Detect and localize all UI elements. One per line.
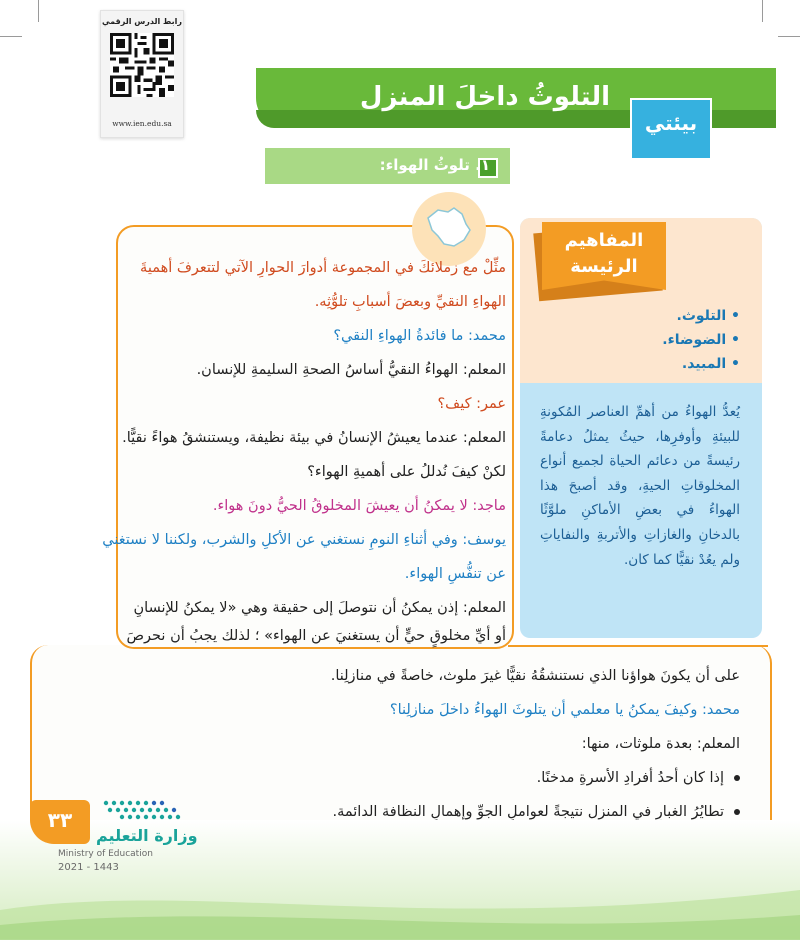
dialogue-line: أو أيِّ مخلوقٍ حيٍّ أن يستغنيَ عن الهواء» ؛ لذلك يجبُ أن نحرصَ: [126, 628, 506, 644]
digital-lesson-qr[interactable]: [100, 10, 184, 138]
dialogue-line: المعلم: بعدة ملوثات، منها:: [581, 736, 740, 752]
unit-tab-label: بيئتي: [644, 111, 698, 135]
bullet-item: تطايُرُ الغبارِ في المنزل نتيجةً لعواملِ الجوِّ وإهمالِ النظافة الدائمة.: [333, 804, 741, 820]
concepts-tag-line2: الرئيسة: [570, 256, 638, 277]
qr-url[interactable]: www.ien.edu.sa: [112, 119, 172, 128]
ministry-name-en: Ministry of Education: [58, 849, 153, 859]
crop-mark: [38, 0, 39, 22]
bullet-icon: [734, 775, 740, 781]
dialogue-line: عن تنفُّسِ الهواء.: [404, 566, 506, 582]
dialogue-line: المعلم: إذن يمكنُ أن نتوصلَ إلى حقيقة وهي «لا يمكنُ للإنسانِ: [133, 600, 506, 616]
subsection-title: ١. تلوثُ الهواء:: [379, 156, 490, 174]
bullet-icon: [734, 809, 740, 815]
qr-code-icon[interactable]: [110, 33, 174, 97]
dialogue-intro: الهواءِ النقيِّ وبعضَ أسبابِ تلوُّثِه.: [314, 294, 506, 310]
dialogue-line: ماجد: لا يمكنُ أن يعيشَ المخلوقُ الحيُّ دونَ هواء.: [212, 498, 506, 514]
lesson-title: التلوثُ داخلَ المنزل: [359, 82, 610, 112]
concept-item: • الضوضاء.: [662, 332, 740, 348]
saudi-map-icon: [420, 200, 476, 256]
dialogue-upper-text: [102, 250, 506, 645]
bullet-item: إذا كان أحدُ أفرادِ الأسرةِ مدخنًا.: [537, 770, 740, 786]
dialogue-intro: مثِّلْ مع زملائكَ في المجموعة أدوارَ الحوارِ الآتي لتتعرفَ أهميةَ: [140, 260, 506, 276]
footer-wave: [0, 880, 800, 940]
dialogue-line: محمد: ما فائدةُ الهواءِ النقي؟: [333, 328, 506, 344]
concept-item: • التلوث.: [676, 308, 740, 324]
dialogue-box-edge: [508, 645, 768, 647]
qr-caption: رابط الدرس الرقمي: [102, 17, 182, 26]
dialogue-line: عمر: كيف؟: [437, 396, 506, 412]
ministry-logo-icon: [98, 795, 186, 825]
concept-item: • المبيد.: [681, 356, 740, 372]
concepts-tag-line1: المفاهيم: [564, 230, 644, 251]
crop-mark: [778, 36, 800, 37]
dialogue-line: لكنْ كيفَ نُدللُ على أهميةِ الهواء؟: [307, 464, 506, 480]
concepts-paragraph: يُعدُّ الهواءُ من أهمِّ العناصر المُكونةِ للبيئةِ وأوفرِها، حيثُ يمثلُ دعامةً رئيسةً من دعائم الحياة لجميع أنواع المخلوقاتِ الحيةِ، وقد أصبحَ هذا الهواءُ في بعضِ الأماكنِ ملوَّثًا بالدخانِ والغازاتِ والأتربةِ والنفاياتِ ولم يعُدْ نقيًّا كما كان.: [540, 404, 740, 568]
dialogue-line: يوسف: وفي أثناءِ النومِ نستغني عن الأكلِ والشرب، ولكننا لا نستغني: [102, 532, 506, 548]
dialogue-line: المعلم: الهواءُ النقيُّ أساسُ الصحةِ السليمةِ للإنسان.: [196, 362, 506, 378]
ministry-name-ar: وزارة التعليم: [96, 826, 198, 845]
dialogue-line: على أن يكونَ هواؤنا الذي نستنشقُهُ نقيًّا غيرَ ملوث، خاصةً في منازلِنا.: [330, 668, 740, 684]
crop-mark: [0, 36, 22, 37]
dialogue-line: المعلم: عندما يعيشُ الإنسانُ في بيئة نظيفة، ويستنشقُ هواءً نقيًّا.: [122, 430, 506, 446]
dialogue-line: محمد: وكيفَ يمكنُ يا معلمي أن يتلوثَ الهواءُ داخلَ منازلِنا؟: [389, 702, 740, 718]
page-number: ٣٣: [47, 808, 73, 832]
edition-year: 2021 - 1443: [58, 862, 119, 873]
crop-mark: [762, 0, 763, 22]
